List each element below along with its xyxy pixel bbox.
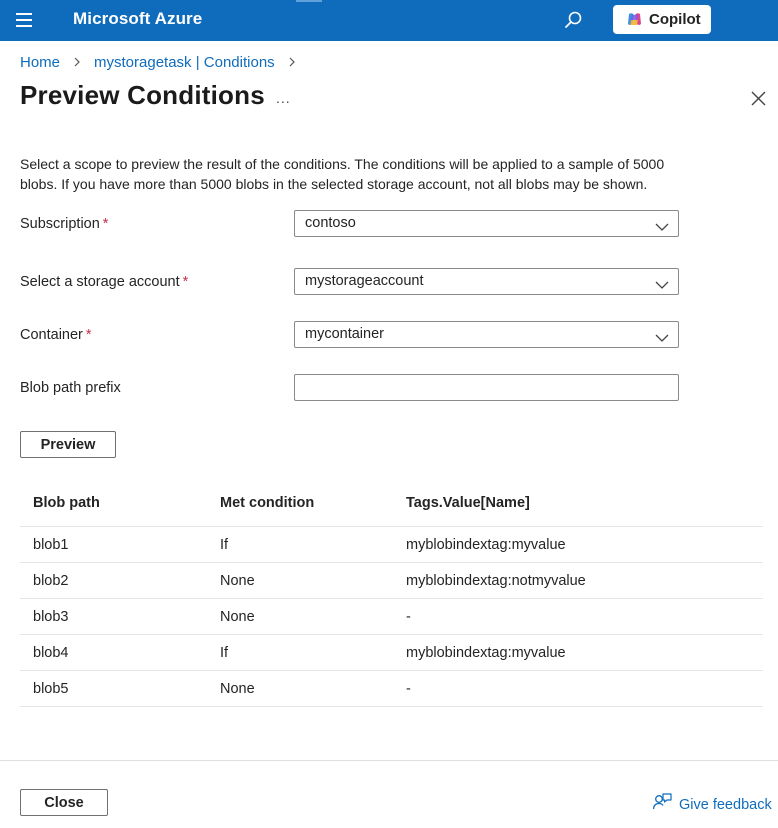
container-label: Container * [20,327,92,343]
cell-blob-path: blob5 [33,681,69,697]
breadcrumb-storage-task-conditions[interactable]: mystoragetask | Conditions [94,53,275,71]
cell-tags-value: myblobindextag:notmyvalue [406,573,586,589]
required-marker: * [85,327,92,343]
cell-blob-path: blob1 [33,537,69,553]
blob-path-prefix-input[interactable] [294,374,679,401]
hamburger-menu-icon[interactable] [16,13,34,27]
description-text: Select a scope to preview the result of the conditions. The conditions will be applied to a sample of 5000 blobs. If you have more than 5000 blobs in the selected storage account, not all blobs may be shown. [20,156,665,192]
chevron-down-icon [655,219,669,229]
breadcrumb [20,52,309,72]
subscription-dropdown[interactable] [294,210,679,237]
top-notch-divider [296,0,322,2]
storage-account-dropdown[interactable] [294,268,679,295]
cell-tags-value: - [406,681,411,697]
cell-met-condition: None [220,573,255,589]
give-feedback-link[interactable] [652,792,772,817]
chevron-right-icon [285,55,299,69]
give-feedback-label: Give feedback [679,796,772,813]
feedback-icon [652,792,672,817]
cell-tags-value: myblobindextag:myvalue [406,537,566,553]
column-header-tags-value[interactable]: Tags.Value[Name] [406,495,530,511]
container-value: mycontainer [305,326,384,342]
brand-title[interactable]: Microsoft Azure [73,9,203,28]
chevron-down-icon [655,277,669,287]
container-dropdown[interactable] [294,321,679,348]
cell-blob-path: blob3 [33,609,69,625]
cell-blob-path: blob4 [33,645,69,661]
table-row[interactable] [20,527,763,563]
copilot-button[interactable] [613,5,711,34]
column-header-blob-path[interactable]: Blob path [33,495,100,511]
page-title: Preview Conditions [20,80,265,110]
table-header [20,486,763,527]
top-bar [0,0,778,41]
close-button[interactable]: Close [20,789,108,816]
copilot-label: Copilot [649,11,701,28]
storage-account-label: Select a storage account * [20,274,189,290]
required-marker: * [102,216,109,232]
preview-button[interactable]: Preview [20,431,116,458]
footer-divider [0,760,778,761]
more-options-button[interactable]: ... [276,90,291,106]
cell-met-condition: If [220,645,229,661]
close-icon[interactable] [750,90,767,107]
chevron-down-icon [655,330,669,340]
column-header-met-condition[interactable]: Met condition [220,495,315,511]
cell-blob-path: blob2 [33,573,69,589]
copilot-icon [626,11,643,28]
storage-account-value: mystorageaccount [305,273,424,289]
subscription-value: contoso [305,215,356,231]
table-row[interactable] [20,599,763,635]
chevron-right-icon [70,55,84,69]
table-row[interactable] [20,563,763,599]
required-marker: * [182,274,189,290]
cell-tags-value: - [406,609,411,625]
cell-met-condition: None [220,681,255,697]
breadcrumb-home[interactable]: Home [20,53,61,71]
table-row[interactable] [20,671,763,707]
cell-met-condition: None [220,609,255,625]
table-row[interactable] [20,635,763,671]
blob-path-prefix-label: Blob path prefix [20,380,121,396]
cell-met-condition: If [220,537,229,553]
subscription-label: Subscription * [20,216,109,232]
search-icon[interactable] [560,8,586,34]
cell-tags-value: myblobindextag:myvalue [406,645,566,661]
results-table [20,486,763,707]
